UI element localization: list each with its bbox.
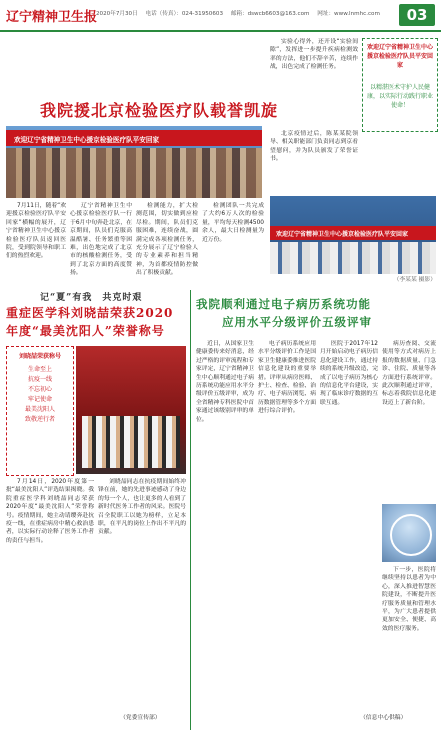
article3-headline-line1: 我院顺利通过电子病历系统功能 xyxy=(196,297,371,311)
sidebar-title: 刘晓喆荣获称号 xyxy=(18,353,61,360)
photo-banner-text: 欢迎辽宁省精神卫生中心援京检验医疗队平安回家 xyxy=(14,136,160,144)
welcome-sign-box xyxy=(362,38,438,132)
article1-headline: 我院援北京检验医疗队载誉凯旋 xyxy=(40,101,279,120)
team-photo-banner-text: 欢迎辽宁省精神卫生中心援京检验医疗队平安回家 xyxy=(276,231,409,238)
welcome-photo xyxy=(6,126,262,198)
team-image xyxy=(270,242,436,274)
award-sidebar xyxy=(6,346,74,476)
article1-col2: 辽宁省精神卫生中心援京检验医疗队一行于6月中旬奔赴北京，在京期间，队员们克服高温酷暑、任务繁重等困难，出色地完成了北京市的核酸检测任务，受到了北京方面的高度赞扬。 xyxy=(70,203,132,277)
newspaper-logo: 辽宁精神卫生报 xyxy=(6,10,98,25)
article3-headline-line2: 应用水平分级评价五级评审 xyxy=(222,315,372,329)
masthead-info xyxy=(96,9,386,17)
sidebar-item: 最美沈阳人 xyxy=(24,406,55,413)
page-number: 03 xyxy=(399,4,435,26)
issue-date: 2020年7月30日 xyxy=(96,11,138,17)
article3-col2: 电子病历系统应用水平分级评价工作是国家卫生健康委推进医院信息化建设的重要举措。评审从病房医师、护士、检查、检验、治疗、电子病历浏览、病历数据管理等多个方面进行综合评价。 xyxy=(258,341,316,415)
sign-text: 以精湛医术守护人民健康，以实际行动践行职业使命！ xyxy=(366,84,433,109)
certificate-emblem xyxy=(390,514,432,556)
sidebar-item: 生命至上 xyxy=(27,366,52,373)
article3-byline: （信息中心供稿） xyxy=(360,715,407,721)
email-info: 邮箱：dswcb6603@163.com xyxy=(230,11,310,17)
article2-headline-line1: 重症医学科刘晓喆荣获2020 xyxy=(6,306,174,320)
sidebar-list xyxy=(10,365,70,425)
article1-right-mid: 北京疫情过后，陈某某院领导、相关职能部门负责同志到京看望慰问，并为队员颁发了荣誉证书。 xyxy=(270,131,358,163)
article1-right-top: 实验心得外，还开设“实验间隙”，发挥进一步提升疾病检测效率的方法，他们不辞辛苦，连续作战，出色完成了检测任务。 xyxy=(270,39,358,71)
article3-col4: 病历查阅、交流使用等方式对病历上报的数据质量、门急诊、住院、质量等各方面进行系统评审。此次顺利通过评审，标志着我院信息化建设迈上了新台阶。 xyxy=(382,341,436,406)
article2-headline-line2: 年度“最美沈阳人”荣誉称号 xyxy=(6,324,165,338)
certificate-image xyxy=(382,504,436,562)
article2-byline: （党委宣传部） xyxy=(120,715,161,721)
article2-col2: 刘晓喆同志在抗疫期间始终冲锋在前，她的先进事迹感动了身边的每一个人，也让更多的人看到了新时代医务工作者的风采。医院号召全院职工以她为榜样，立足本职，在平凡的岗位上作出不平凡的贡献。 xyxy=(98,479,186,536)
website-info: 网址：www.lnmhc.com xyxy=(317,11,380,17)
sign-title: 欢迎辽宁省精神卫生中心援京检验医疗队员平安回家 xyxy=(366,44,433,69)
article2-col1: 7月14日，2020年度第一批“最美沈阳人”评选结果揭晓。我院重症医学科刘晓喆同志荣获2020年度“最美沈阳人”荣誉称号。疫情期间，她主动请缨奔赴抗疫一线，在重症病房中精心救治患者，以实际行动诠释了医务工作者的责任与担当。 xyxy=(6,479,94,544)
column-divider xyxy=(190,290,191,730)
sidebar-item: 牢记使命 xyxy=(27,396,52,403)
sidebar-item: 抗疫一线 xyxy=(27,376,52,383)
article3-col3: 医院于2017年12月开始启动电子病历信息化建设工作，通过持续的系统升级改造，完成了以电子病历为核心的信息化平台建设，实现了临床诊疗数据的互联互通。 xyxy=(320,341,378,406)
photo-caption: （李某某 摄影） xyxy=(393,277,436,283)
article1-col4: 检测团队一共完成了大约6万人次的检验量，平均每天检测4500余人，最大日检测量为近万份。 xyxy=(202,203,264,243)
sidebar-item: 致敬逆行者 xyxy=(24,416,55,423)
sidebar-item: 不忘初心 xyxy=(27,386,52,393)
article1-col1: 7月11日，随着“欢迎援京检验医疗队平安回家”横幅的展开，辽宁省精神卫生中心援京检验医疗队员返回医院，受到院领导和职工们的热烈欢迎。 xyxy=(6,203,66,260)
team-photo xyxy=(270,196,436,274)
phone-info: 电话（传真）：024-31950603 xyxy=(145,11,224,17)
article1-col3: 检测能力，扩大检测范围，切实做到应检尽检。期间，队员们克服困难，连续奋战，圆满完成各项检测任务，充分展示了辽宁检验人的专业素养和担当精神，为首都疫情防控做出了积极贡献。 xyxy=(136,203,198,277)
masthead xyxy=(0,0,441,32)
crowd-image xyxy=(6,148,262,198)
awardees-image xyxy=(82,416,180,468)
article3-col5: 下一步，医院将继续坚持以患者为中心，深入推进智慧医院建设，不断提升医疗服务质量和管理水平，为广大患者提供更加安全、便捷、高效的医疗服务。 xyxy=(382,567,436,632)
article3-col1: 近日，从国家卫生健康委传来好消息，经过严格的评审流程和专家评定，辽宁省精神卫生中心顺利通过电子病历系统功能应用水平分级评价五级评审，成为全省精神专科医院中首家通过该级别评审的单位。 xyxy=(196,341,254,423)
award-ceremony-photo xyxy=(76,346,186,474)
article2-kicker: 记“夏”有我 共克时艰 xyxy=(40,293,143,303)
